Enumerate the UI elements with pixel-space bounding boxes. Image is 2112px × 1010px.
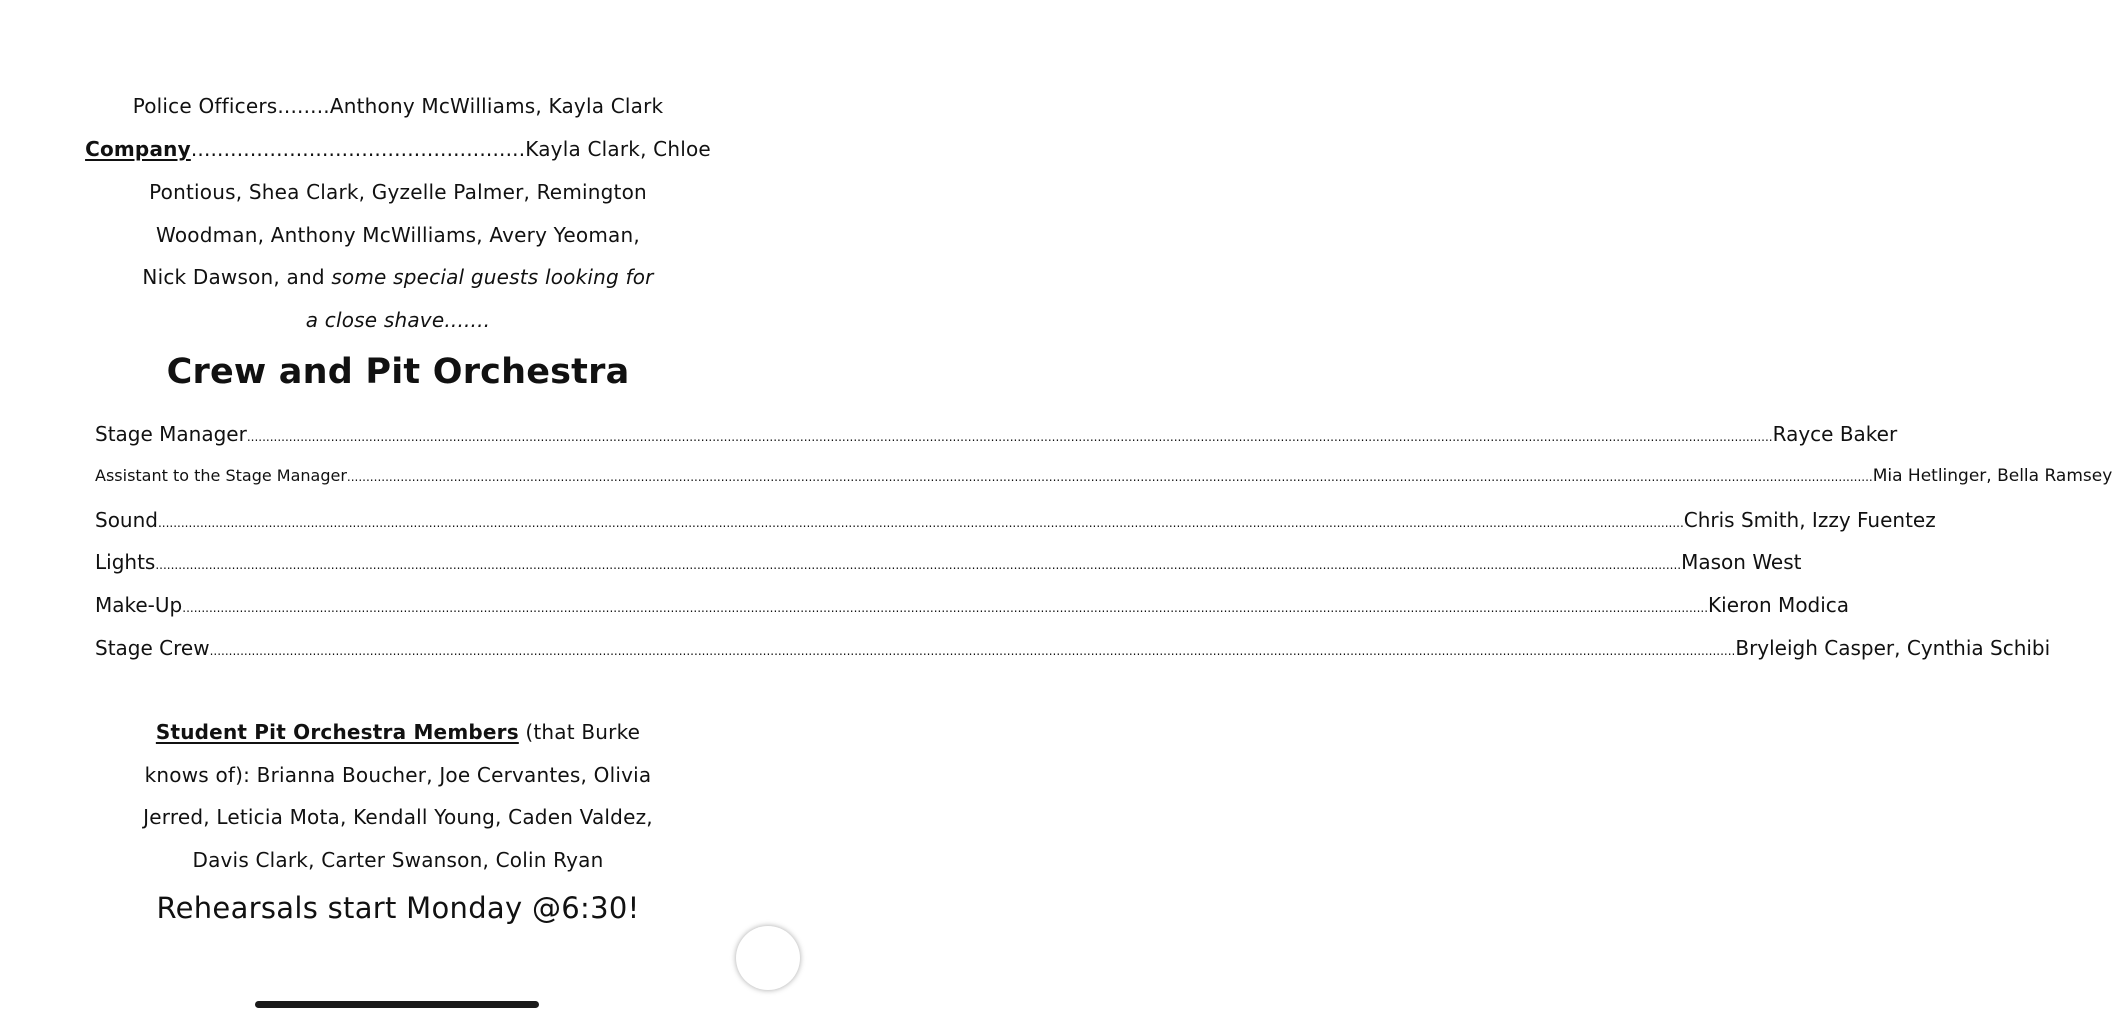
crew-row: [95, 466, 2112, 486]
floating-action-button[interactable]: [736, 926, 800, 990]
pit-line-3: Jerred, Leticia Mota, Kendall Young, Caden Valdez,: [143, 805, 653, 829]
crew-row: [95, 422, 1898, 446]
crew-role: Stage Manager: [95, 422, 247, 446]
crew-row: [95, 550, 1802, 574]
crew-role: Sound: [95, 508, 158, 532]
police-officers-line: Police Officers........Anthony McWilliams, Kayla Clark: [132, 94, 664, 118]
dot-leader: ................................................................................................................................................................................................................................................................................................................................................................................................................: [157, 516, 1684, 530]
company-line-5: a close shave.......: [305, 308, 491, 332]
company-line-4-italic: some special guests looking for: [331, 265, 654, 289]
company-line-3: Woodman, Anthony McWilliams, Avery Yeoman,: [156, 223, 640, 247]
pit-line-2: knows of): Brianna Boucher, Joe Cervantes, Olivia: [144, 763, 652, 787]
crew-role: Make-Up: [95, 593, 183, 617]
crew-names: Kieron Modica: [1708, 593, 1850, 617]
crew-row: [95, 636, 2051, 660]
crew-heading: Crew and Pit Orchestra: [166, 352, 630, 392]
pit-line-1-rest: (that Burke: [518, 720, 641, 744]
rehearsal-announcement: Rehearsals start Monday @6:30!: [156, 891, 640, 925]
pit-label: Student Pit Orchestra Members: [155, 720, 519, 744]
dot-leader: ................................................................................................................................................................................................................................................................................................................................................................................................................: [155, 558, 1682, 572]
crew-names: Mason West: [1681, 550, 1802, 574]
dot-leader: ................................................................................................................................................................................................................................................................................................................................................................................................................: [209, 644, 1736, 658]
dot-leader: ................................................................................................................................................................................................................................................................................................................................................................................................................: [346, 470, 1873, 484]
crew-role: Stage Crew: [95, 636, 210, 660]
pit-line-4: Davis Clark, Carter Swanson, Colin Ryan: [192, 848, 604, 872]
home-indicator-bar[interactable]: [255, 1001, 539, 1008]
company-line-4: [0, 265, 796, 289]
dot-leader: ................................................................................................................................................................................................................................................................................................................................................................................................................: [246, 430, 1773, 444]
crew-role: Assistant to the Stage Manager: [95, 466, 347, 485]
company-label: Company: [85, 137, 191, 161]
pit-line-1: [0, 720, 796, 744]
company-line-2: Pontious, Shea Clark, Gyzelle Palmer, Remington: [149, 180, 647, 204]
crew-row: [95, 508, 1936, 532]
crew-names: Bryleigh Casper, Cynthia Schibi: [1735, 636, 2051, 660]
crew-row: [95, 593, 1850, 617]
crew-names: Mia Hetlinger, Bella Ramsey: [1872, 466, 2112, 486]
crew-names: Rayce Baker: [1772, 422, 1898, 446]
crew-names: Chris Smith, Izzy Fuentez: [1683, 508, 1936, 532]
company-line-4-plain: Nick Dawson, and: [142, 265, 332, 289]
crew-role: Lights: [95, 550, 156, 574]
company-line-1-rest: ...................................................Kayla Clark, Chloe: [190, 137, 711, 161]
company-line-1: [0, 137, 796, 161]
dot-leader: ................................................................................................................................................................................................................................................................................................................................................................................................................: [182, 601, 1709, 615]
